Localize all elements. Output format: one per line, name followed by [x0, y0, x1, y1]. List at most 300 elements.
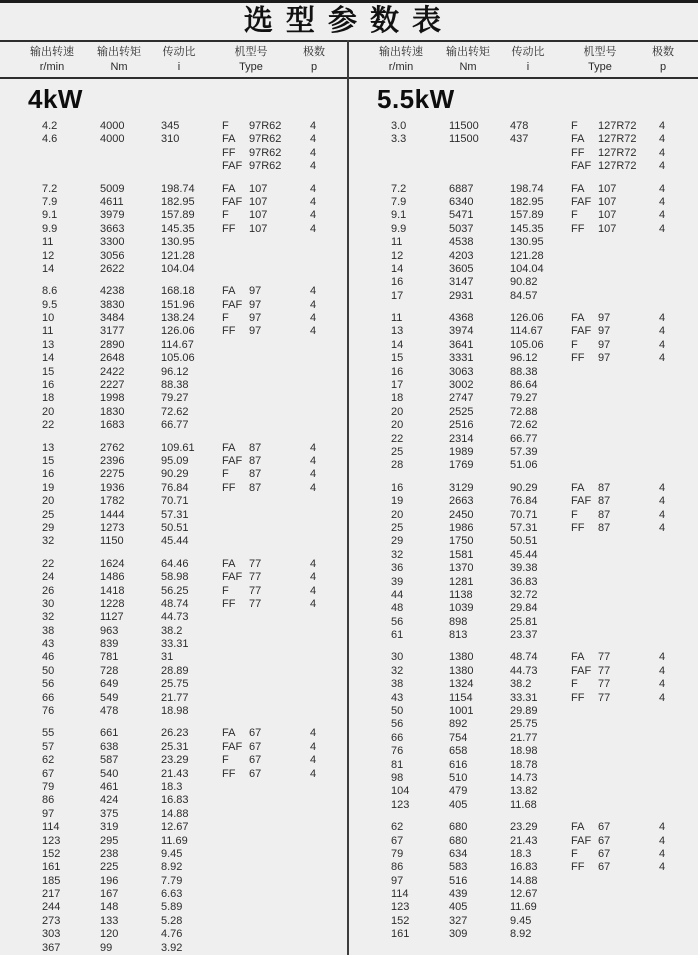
table-row [0, 325, 349, 338]
cell-type-model: 77 [249, 597, 262, 610]
cell-torque: 1154 [449, 691, 473, 704]
cell-type-prefix: F [222, 312, 229, 325]
cell-torque: 479 [449, 785, 468, 798]
cell-torque: 225 [100, 861, 119, 874]
cell-type-prefix [222, 848, 249, 861]
cell-poles: 4 [659, 861, 666, 874]
cell-type-prefix [571, 535, 598, 548]
table-row [0, 794, 349, 807]
cell-ratio: 50.51 [510, 535, 538, 548]
cell-type-model: 67 [598, 847, 611, 860]
cell-type-model: 67 [249, 727, 262, 740]
cell-type-prefix: FA [222, 133, 236, 146]
table-row [349, 446, 698, 459]
cell-speed: 15 [42, 454, 55, 467]
table-header-row [0, 42, 698, 77]
cell-type-prefix: FAF [222, 195, 243, 208]
cell-torque: 1001 [449, 705, 474, 718]
cell-speed: 16 [391, 481, 404, 494]
cell-poles: 4 [659, 195, 666, 208]
cell-speed: 86 [42, 794, 55, 807]
cell-type-prefix [571, 799, 598, 812]
cell-poles: 4 [659, 209, 666, 222]
table-row [349, 482, 698, 495]
cell-torque: 5009 [100, 182, 125, 195]
cell-poles: 4 [659, 495, 666, 508]
cell-type-model [598, 263, 659, 276]
cell-type-model [598, 718, 659, 731]
cell-torque: 839 [100, 638, 119, 651]
cell-speed: 98 [391, 771, 404, 784]
cell-speed [391, 147, 449, 160]
cell-speed: 367 [42, 941, 61, 954]
cell-type-model: 77 [598, 651, 611, 664]
header-ratio-unit: i [177, 60, 181, 73]
cell-torque: 461 [100, 780, 119, 793]
cell-type-model: 97R62 [249, 120, 282, 132]
table-row [349, 535, 698, 548]
header-poles-cn: 极数 [303, 45, 325, 58]
table-row [349, 799, 698, 812]
cell-type-model: 77 [249, 584, 262, 597]
header-output-speed [365, 45, 437, 75]
header-type-unit: Type [588, 60, 612, 73]
cell-type-prefix: FAF [571, 195, 592, 208]
cell-speed: 11 [391, 312, 403, 325]
cell-poles: 4 [310, 468, 317, 481]
table-row [0, 888, 349, 901]
cell-speed: 16 [42, 468, 55, 481]
cell-torque: 3063 [449, 365, 474, 378]
cell-speed: 57 [42, 740, 55, 753]
cell-ratio: 72.62 [510, 419, 538, 432]
header-poles [294, 45, 334, 75]
cell-ratio: 57.31 [161, 508, 189, 521]
cell-speed: 185 [42, 874, 61, 887]
cell-type-prefix [222, 379, 249, 392]
cell-ratio: 11.69 [510, 901, 537, 914]
cell-speed: 123 [391, 901, 410, 914]
cell-ratio: 57.31 [510, 521, 538, 534]
table-row [0, 522, 349, 535]
cell-ratio: 29.84 [510, 602, 538, 615]
cell-torque: 2314 [449, 432, 474, 445]
cell-ratio: 198.74 [161, 182, 195, 195]
cell-speed: 273 [42, 914, 61, 927]
cell-ratio: 104.04 [161, 262, 195, 275]
cell-ratio: 8.92 [161, 861, 183, 874]
cell-speed: 19 [391, 495, 404, 508]
cell-type-model: 107 [598, 209, 617, 222]
table-row [0, 468, 349, 481]
header-type [557, 45, 643, 75]
cell-type-prefix: FA [571, 133, 585, 146]
table-row [0, 299, 349, 312]
cell-torque: 1324 [449, 678, 474, 691]
row-group [349, 312, 698, 473]
cell-poles: 4 [310, 133, 317, 146]
cell-poles [659, 250, 679, 263]
cell-torque: 3002 [449, 379, 474, 392]
cell-poles [310, 705, 330, 718]
row-group [349, 482, 698, 643]
cell-poles: 4 [310, 597, 317, 610]
cell-torque: 1750 [449, 535, 474, 548]
cell-poles [310, 339, 330, 352]
cell-speed: 114 [391, 888, 409, 901]
cell-poles: 4 [659, 821, 666, 834]
cell-poles [659, 629, 679, 642]
cell-poles [310, 611, 330, 624]
cell-torque: 4368 [449, 312, 474, 325]
cell-ratio: 14.88 [510, 874, 538, 887]
cell-type-model [249, 263, 310, 276]
cell-torque: 5471 [449, 209, 474, 222]
cell-type-model [249, 339, 310, 352]
cell-type-model [249, 781, 310, 794]
cell-poles [659, 406, 679, 419]
cell-torque: 99 [100, 941, 113, 954]
cell-ratio: 70.71 [161, 495, 189, 508]
cell-type-prefix [222, 535, 249, 548]
cell-poles: 4 [659, 338, 666, 351]
cell-type-model [598, 290, 659, 303]
table-row [0, 379, 349, 392]
table-row [349, 379, 698, 392]
cell-torque: 549 [100, 691, 119, 704]
cell-poles [310, 875, 330, 888]
cell-type-model [249, 522, 310, 535]
cell-type-prefix [222, 509, 249, 522]
cell-type-prefix: F [571, 678, 578, 691]
cell-ratio: 7.79 [161, 874, 183, 887]
cell-speed: 22 [391, 432, 404, 445]
cell-type-prefix [222, 236, 249, 249]
cell-type-prefix: FAF [222, 160, 243, 173]
cell-ratio: 23.29 [161, 754, 189, 767]
cell-type-prefix [222, 835, 249, 848]
cell-torque: 4203 [449, 249, 474, 262]
cell-poles [310, 665, 330, 678]
cell-ratio: 18.98 [510, 745, 538, 758]
cell-ratio: 9.45 [510, 914, 532, 927]
row-group [349, 821, 698, 942]
cell-speed: 11 [391, 236, 403, 249]
cell-type-model [249, 352, 310, 365]
cell-poles: 4 [659, 664, 666, 677]
cell-speed: 3.3 [391, 133, 407, 146]
cell-ratio: 145.35 [161, 222, 195, 235]
header-output-speed-unit: r/min [388, 60, 414, 73]
cell-poles: 4 [659, 160, 666, 173]
cell-speed: 56 [391, 615, 404, 628]
cell-ratio: 345 [161, 120, 180, 132]
header-ratio-cn: 传动比 [511, 45, 545, 58]
cell-torque: 3177 [100, 325, 125, 338]
cell-type-model: 107 [249, 195, 268, 208]
cell-type-model: 107 [598, 195, 617, 208]
cell-speed: 25 [42, 508, 55, 521]
cell-speed: 55 [42, 727, 55, 740]
cell-torque: 680 [449, 834, 468, 847]
cell-type-model [249, 821, 310, 834]
cell-poles [659, 718, 679, 731]
cell-type-prefix [222, 821, 249, 834]
table-row [349, 678, 698, 691]
cell-type-model: 97 [598, 312, 611, 325]
cell-type-model: 97 [598, 325, 611, 338]
cell-type-prefix: FAF [571, 664, 592, 677]
cell-type-prefix [222, 352, 249, 365]
table-row [0, 781, 349, 794]
cell-speed: 16 [391, 365, 404, 378]
cell-type-model: 127R72 [598, 146, 637, 159]
cell-speed: 76 [391, 745, 404, 758]
table-row [0, 901, 349, 914]
cell-poles [310, 821, 330, 834]
cell-speed: 61 [391, 629, 404, 642]
row-group [0, 183, 349, 277]
table-row [0, 455, 349, 468]
cell-type-model: 67 [598, 861, 611, 874]
table-row [349, 835, 698, 848]
table-row [349, 821, 698, 834]
cell-speed: 17 [391, 379, 404, 392]
cell-torque: 3129 [449, 481, 474, 494]
header-output-torque [88, 45, 150, 75]
cell-torque: 375 [100, 807, 119, 820]
table-row [349, 433, 698, 446]
cell-torque: 661 [100, 727, 119, 740]
cell-type-model: 107 [598, 182, 617, 195]
cell-poles [310, 692, 330, 705]
table-row [0, 692, 349, 705]
cell-poles [310, 888, 330, 901]
cell-speed: 56 [391, 718, 404, 731]
cell-poles [310, 915, 330, 928]
cell-poles [310, 781, 330, 794]
cell-type-prefix [222, 678, 249, 691]
cell-ratio: 21.43 [161, 767, 189, 780]
cell-ratio: 57.39 [510, 445, 538, 458]
cell-ratio: 66.77 [510, 432, 538, 445]
table-row [349, 651, 698, 664]
cell-type-prefix [222, 495, 249, 508]
cell-ratio: 3.92 [161, 941, 183, 954]
cell-poles [659, 901, 679, 914]
table-row [0, 558, 349, 571]
table-row [0, 875, 349, 888]
cell-torque: 3331 [449, 352, 474, 365]
cell-type-model [598, 366, 659, 379]
row-group [0, 120, 349, 174]
table-row [0, 312, 349, 325]
cell-torque: 3056 [100, 249, 125, 262]
cell-poles [659, 785, 679, 798]
cell-type-prefix: FF [571, 222, 585, 235]
cell-ratio: 114.67 [510, 325, 543, 338]
cell-speed: 303 [42, 928, 61, 941]
header-output-speed-cn: 输出转速 [379, 45, 423, 58]
cell-torque: 2227 [100, 379, 125, 392]
cell-speed: 18 [42, 392, 55, 405]
table-row [349, 745, 698, 758]
cell-speed: 20 [391, 419, 404, 432]
cell-torque: 1624 [100, 557, 125, 570]
cell-type-prefix [222, 625, 249, 638]
cell-type-prefix: F [222, 468, 229, 481]
table-row [0, 419, 349, 432]
cell-type-prefix: FAF [571, 495, 592, 508]
cell-type-prefix: FF [222, 481, 236, 494]
row-group [349, 120, 698, 174]
table-row [349, 759, 698, 772]
cell-type-model [598, 745, 659, 758]
cell-torque: 1228 [100, 597, 125, 610]
cell-speed: 24 [42, 571, 55, 584]
cell-type-prefix [571, 602, 598, 615]
table-row [0, 705, 349, 718]
table-row [0, 250, 349, 263]
cell-speed: 66 [42, 691, 55, 704]
cell-torque: 327 [449, 914, 468, 927]
cell-type-model: 97 [598, 352, 611, 365]
cell-poles [659, 745, 679, 758]
cell-poles: 4 [659, 481, 666, 494]
table-row [0, 665, 349, 678]
cell-torque: 2275 [100, 468, 125, 481]
cell-poles: 4 [310, 557, 317, 570]
cell-type-prefix: FF [571, 691, 585, 704]
cell-speed: 20 [42, 405, 55, 418]
cell-ratio [161, 160, 222, 173]
cell-speed: 43 [42, 638, 55, 651]
cell-type-prefix [222, 522, 249, 535]
cell-type-prefix [222, 665, 249, 678]
cell-type-model: 127R72 [598, 160, 637, 173]
cell-type-prefix: F [571, 209, 578, 222]
cell-type-model: 87 [249, 441, 262, 454]
table-row [0, 754, 349, 767]
cell-speed: 18 [391, 392, 404, 405]
cell-type-prefix: F [222, 584, 229, 597]
cell-type-prefix [571, 236, 598, 249]
cell-type-model [598, 392, 659, 405]
cell-torque: 963 [100, 624, 119, 637]
cell-torque: 1782 [100, 495, 125, 508]
cell-torque: 1936 [100, 481, 125, 494]
cell-poles [659, 433, 679, 446]
cell-speed: 161 [391, 928, 410, 941]
table-row [0, 821, 349, 834]
cell-type-model [249, 535, 310, 548]
cell-ratio: 151.96 [161, 298, 195, 311]
cell-poles [659, 459, 679, 472]
cell-type-prefix [571, 745, 598, 758]
table-row [349, 196, 698, 209]
cell-ratio: 66.77 [161, 419, 189, 432]
cell-poles [659, 236, 679, 249]
cell-poles [659, 616, 679, 629]
cell-type-prefix: F [222, 754, 229, 767]
cell-type-model [249, 678, 310, 691]
cell-type-model [598, 589, 659, 602]
cell-torque [449, 147, 510, 160]
cell-poles [310, 625, 330, 638]
cell-type-model [249, 794, 310, 807]
cell-type-prefix [222, 250, 249, 263]
table-row [0, 482, 349, 495]
table-row [0, 285, 349, 298]
cell-speed: 29 [391, 535, 404, 548]
cell-poles [310, 495, 330, 508]
cell-ratio: 48.74 [510, 651, 538, 664]
table-row [349, 772, 698, 785]
cell-speed: 67 [391, 834, 404, 847]
table-row [0, 223, 349, 236]
cell-speed: 67 [42, 767, 55, 780]
row-group [0, 727, 349, 955]
cell-speed: 86 [391, 861, 404, 874]
cell-poles: 4 [310, 754, 317, 767]
table-row [0, 835, 349, 848]
cell-type-prefix: FF [222, 222, 236, 235]
cell-type-prefix [571, 379, 598, 392]
cell-type-model [249, 638, 310, 651]
cell-type-model: 107 [249, 222, 268, 235]
cell-type-model: 97R62 [249, 146, 282, 159]
cell-ratio: 157.89 [161, 209, 195, 222]
cell-torque: 2890 [100, 338, 125, 351]
cell-type-prefix [222, 692, 249, 705]
cell-speed: 123 [42, 834, 61, 847]
cell-type-prefix [222, 808, 249, 821]
cell-poles [310, 406, 330, 419]
cell-type-model [598, 433, 659, 446]
cell-poles [310, 928, 330, 941]
cell-speed: 11 [42, 236, 54, 249]
cell-torque: 1150 [100, 535, 124, 548]
cell-type-model: 67 [598, 834, 611, 847]
cell-ratio: 44.73 [510, 664, 538, 677]
table-row [349, 509, 698, 522]
cell-ratio: 56.25 [161, 584, 189, 597]
table-row [349, 325, 698, 338]
cell-poles [310, 848, 330, 861]
cell-torque: 1380 [449, 651, 474, 664]
table-row [349, 875, 698, 888]
cell-torque: 11500 [449, 133, 479, 146]
cell-type-prefix [571, 705, 598, 718]
cell-ratio: 109.61 [161, 441, 195, 454]
cell-type-model [249, 250, 310, 263]
cell-ratio [161, 147, 222, 160]
cell-type-model: 67 [249, 767, 262, 780]
cell-poles [310, 419, 330, 432]
cell-poles [310, 236, 330, 249]
cell-ratio: 310 [161, 133, 180, 146]
cell-torque: 2648 [100, 352, 125, 365]
cell-speed: 32 [42, 611, 55, 624]
cell-type-model [598, 549, 659, 562]
table-row [0, 861, 349, 874]
table-row [0, 442, 349, 455]
cell-ratio: 48.74 [161, 597, 189, 610]
cell-ratio: 18.78 [510, 758, 538, 771]
table-row [349, 290, 698, 303]
cell-torque: 892 [449, 718, 468, 731]
cell-speed: 62 [42, 754, 55, 767]
